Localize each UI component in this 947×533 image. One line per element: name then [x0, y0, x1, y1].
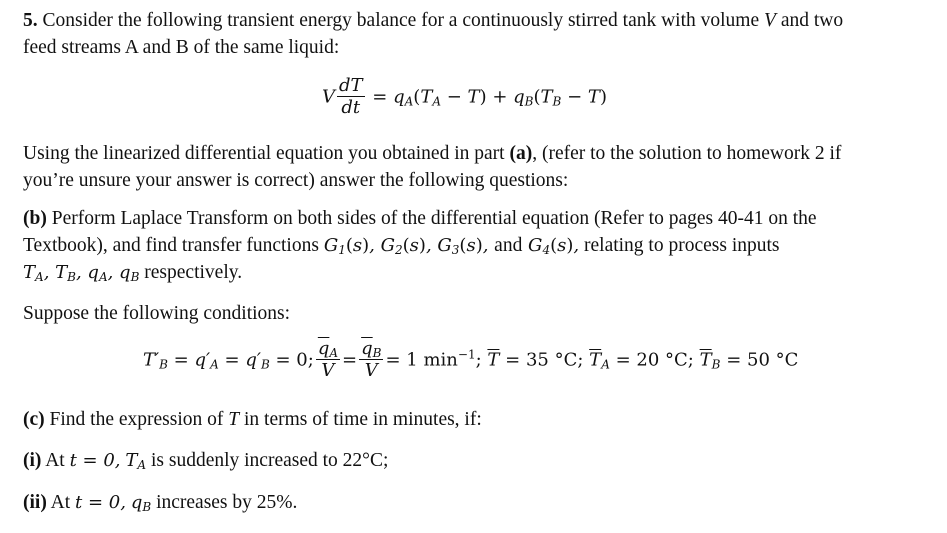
process-inputs-list: $T_A$, $T_B$, $q_A$, $q_B$: [23, 262, 140, 284]
energy-balance-equation: V $\frac{dT}{dt}$ = $q_A(T_A - T) + q_B(T_B - T)$: [322, 75, 607, 118]
part-ii-input: $q_B$: [130, 492, 152, 514]
eq-denominator: dt: [337, 96, 365, 119]
qb-over-v-fraction: $\frac{\overline{q}_B}{V}$: [361, 338, 382, 381]
part-ii-line: [23, 490, 297, 516]
t-bar-value: = 35 °C;: [505, 349, 584, 371]
part-b-text-line2b: relating to process inputs: [584, 235, 780, 256]
intro-text-line2: feed streams A and B of the same liquid:: [23, 37, 340, 58]
part-b-text-line2a: Textbook), and find transfer functions: [23, 235, 319, 256]
part-i-label: (i): [23, 450, 42, 471]
ratio-value: = 1 min: [385, 349, 458, 371]
part-b-line1: [23, 206, 817, 232]
part-i-condition: t = 0,: [69, 450, 121, 471]
part-i-line: [23, 448, 388, 474]
part-ii-label: (ii): [23, 492, 47, 513]
intro-volume-var: V: [764, 10, 776, 31]
part-c-label: (c): [23, 409, 45, 430]
part-b-line3: [23, 260, 242, 286]
intro-text: Consider the following transient energy balance for a continuously stirred tank with volume: [42, 10, 760, 31]
part-c-var: T: [228, 409, 240, 430]
part-i-text-b: is suddenly increased to 22°C;: [150, 450, 389, 471]
eq-numerator: dT: [339, 75, 363, 96]
problem-intro-line1: [23, 8, 843, 34]
part-ii-text-b: increases by 25%.: [156, 492, 298, 513]
using-text-a: Using the linearized differential equation you obtained in part: [23, 143, 505, 164]
using-line2: [23, 168, 568, 194]
conditions-title: [23, 301, 290, 327]
part-ii-condition: t = 0,: [75, 492, 126, 513]
part-c-line: [23, 407, 482, 433]
conditions-equation: $T'_B = q'_A = q'_B = 0$; $\frac{\overline{q}_A}{V}$ = $\frac{\overline{q}_B}{V}$ = 1 $\min^{-1}$; $\overline{T} = 35$ °C; $\overline{T}_A = 20$ °C; $\overline{T}_B = 50$ °C: [143, 338, 799, 381]
primes-zero: = 0;: [275, 349, 314, 371]
part-i-text-a: At: [45, 450, 65, 471]
part-b-text-line3: respectively.: [144, 262, 243, 283]
part-b-label: (b): [23, 208, 47, 229]
eq-lhs-coef: V: [322, 86, 335, 108]
problem-intro-line2: [23, 35, 339, 61]
ta-bar-value: = 20 °C;: [615, 349, 694, 371]
eq-derivative-fraction: [337, 76, 365, 119]
using-text-b: , (refer to the solution to homework 2 if: [532, 143, 842, 164]
using-part-ref: (a): [509, 143, 533, 164]
tb-bar-value: = 50 °C: [726, 349, 799, 371]
transfer-functions-list: $G_1(s)$, $G_2(s)$, $G_3(s)$, and $G_4(s)$,: [323, 235, 580, 257]
part-c-text-b: in terms of time in minutes, if:: [244, 409, 482, 430]
ratio-exponent: −1: [457, 347, 476, 362]
part-b-text-line1: Perform Laplace Transform on both sides of the differential equation (Refer to pages 40-41 on the: [51, 208, 817, 229]
problem-number: 5.: [23, 10, 38, 31]
using-text-line2: you’re unsure your answer is correct) answer the following questions:: [23, 170, 569, 191]
part-ii-text-a: At: [50, 492, 71, 513]
part-c-text-a: Find the expression of: [49, 409, 224, 430]
using-line1: [23, 141, 841, 167]
part-b-line2: [23, 233, 780, 259]
conditions-title-text: Suppose the following conditions:: [23, 303, 291, 324]
part-i-input: $T_A$: [125, 450, 147, 472]
qa-over-v-fraction: $\frac{\overline{q}_A}{V}$: [317, 338, 339, 381]
intro-text-end: and two: [780, 10, 844, 31]
